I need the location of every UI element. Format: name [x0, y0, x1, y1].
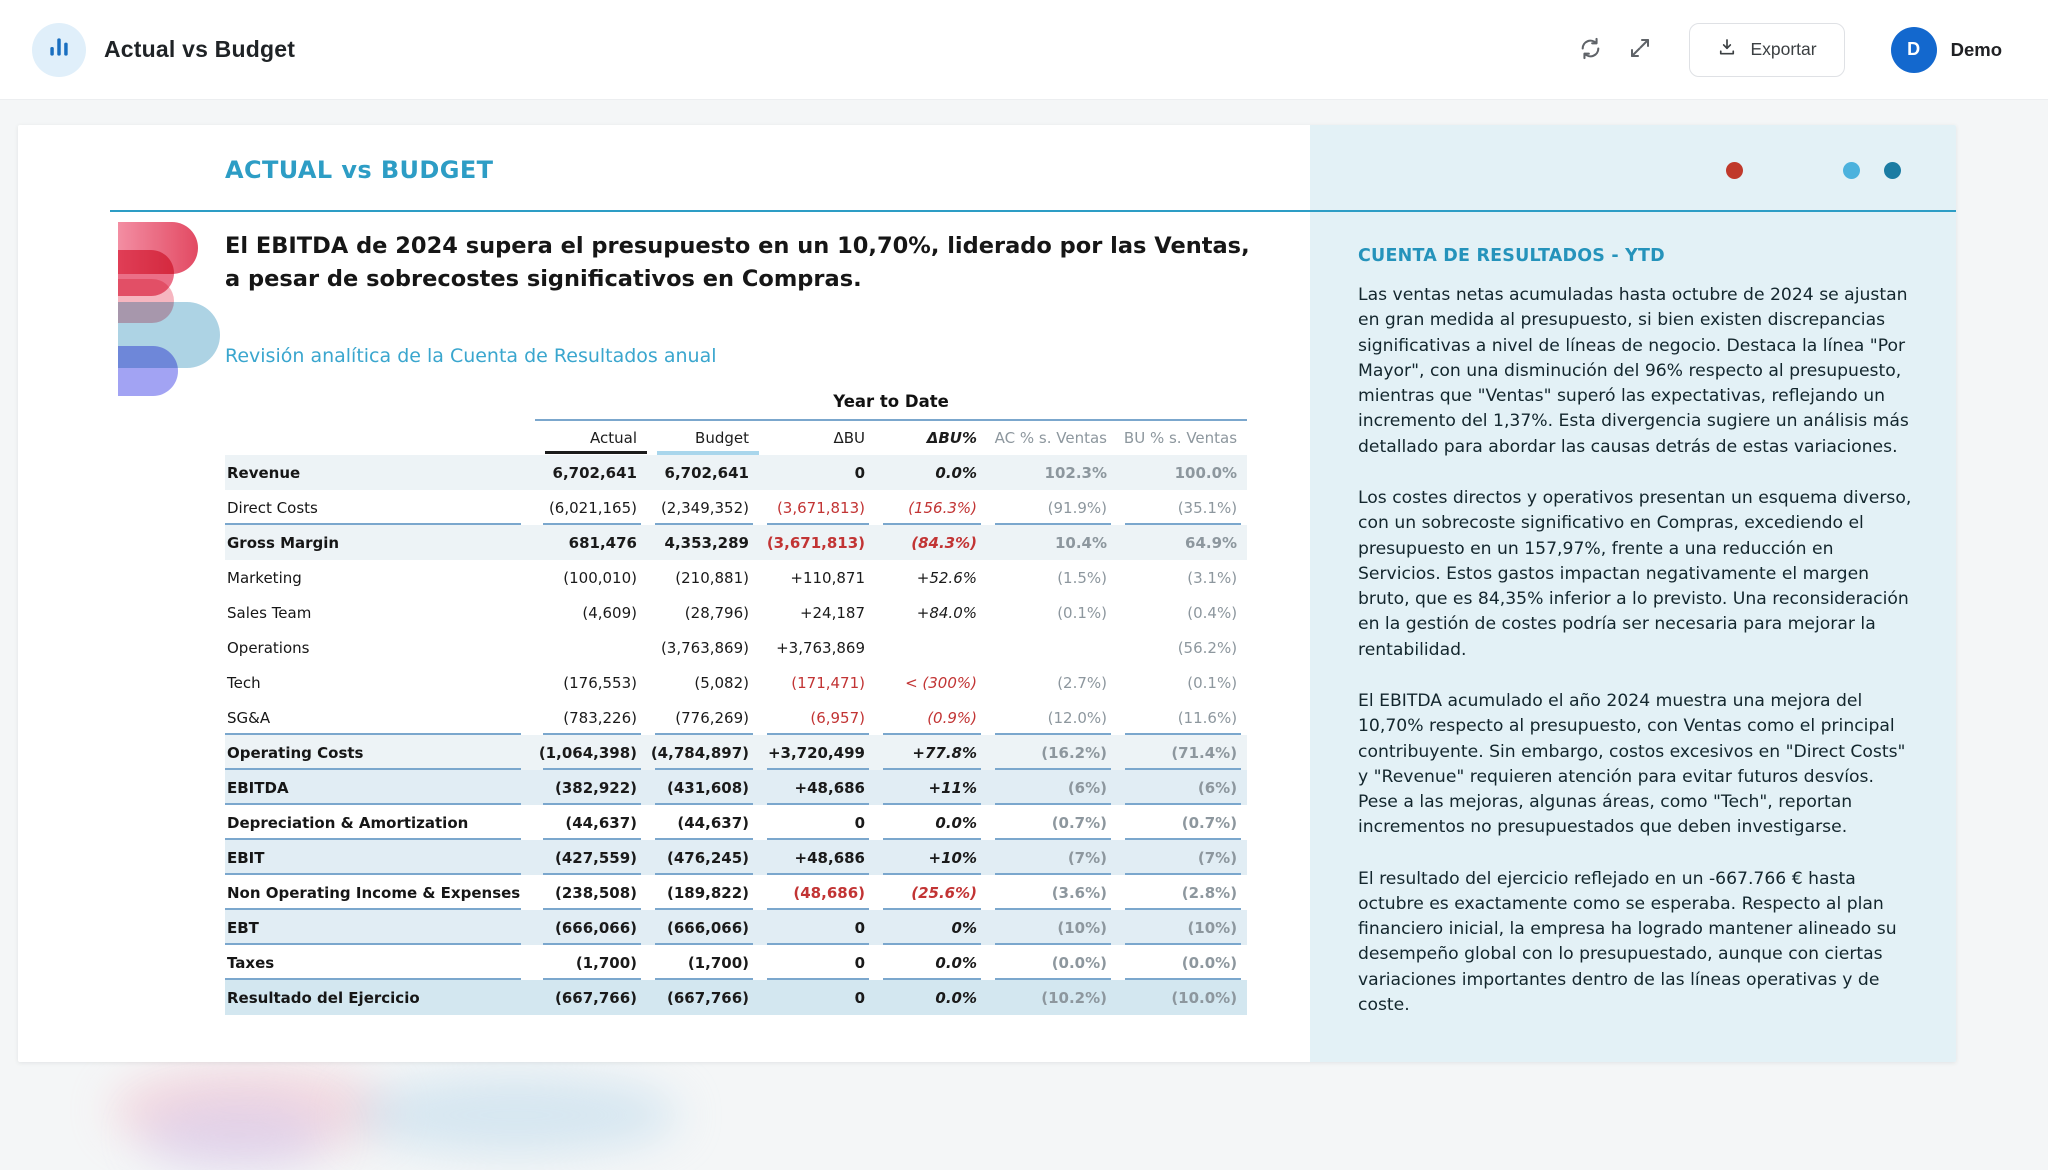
row-label: Direct Costs — [225, 490, 535, 525]
cell-ac-pct-ventas: (0.0%) — [987, 945, 1117, 980]
cell-delta-bu: (171,471) — [791, 673, 865, 692]
commentary-body — [1358, 283, 1914, 1018]
table-row — [225, 735, 1247, 770]
cell-budget: (4,784,897) — [647, 735, 759, 770]
expand-icon — [1628, 36, 1652, 63]
cell-ac-pct-ventas: (6%) — [987, 770, 1117, 805]
table-row — [225, 805, 1247, 840]
table-row — [225, 595, 1247, 630]
row-label: Operating Costs — [225, 735, 535, 770]
cell-budget: (1,700) — [647, 945, 759, 980]
cell-ac-pct-ventas: (91.9%) — [987, 490, 1117, 525]
cell-ac-pct-ventas: (2.7%) — [1057, 673, 1107, 692]
table-row — [225, 490, 1247, 525]
cell-bu-pct-ventas: (0.7%) — [1117, 805, 1247, 840]
cell-delta-bu: (3,671,813) — [759, 525, 875, 560]
report-subtitle: Revisión analítica de la Cuenta de Resultados anual — [225, 345, 717, 368]
cell-actual: 681,476 — [535, 525, 647, 560]
cell-delta-bu: 0 — [759, 910, 875, 945]
decor-blur-blue — [350, 1075, 680, 1155]
group-spacer — [225, 385, 535, 420]
cell-ac-pct-ventas: 10.4% — [987, 525, 1117, 560]
column-header: ΔBU — [833, 429, 865, 448]
cell-ac-pct-ventas: (3.6%) — [987, 875, 1117, 910]
table-row — [225, 910, 1247, 945]
light-blue-dot — [1843, 162, 1860, 179]
cell-bu-pct-ventas: (7%) — [1117, 840, 1247, 875]
cell-budget: (476,245) — [647, 840, 759, 875]
cell-delta-bu: 0 — [759, 980, 875, 1015]
cell-budget: (3,763,869) — [660, 638, 749, 657]
commentary-paragraph: El resultado del ejercicio reflejado en un -667.766 € hasta octubre es exactamente como se esperaba. Respecto al plan financiero inicial, la empresa ha logrado mantener alineado su desempeño global con lo presupuestado, aunque con ciertas variaciones importantes dentro de las líneas operativas y de coste. — [1358, 868, 1897, 1016]
pnl-table — [225, 385, 1247, 1015]
table-row — [225, 525, 1247, 560]
cell-delta-bu-pct: 0.0% — [875, 455, 987, 490]
table-row — [225, 630, 1247, 665]
row-label: Operations — [227, 638, 310, 657]
cell-budget: (666,066) — [647, 910, 759, 945]
export-button[interactable] — [1689, 23, 1844, 77]
cell-bu-pct-ventas: (10%) — [1117, 910, 1247, 945]
cell-delta-bu-pct: (156.3%) — [875, 490, 987, 525]
row-label: Revenue — [225, 455, 535, 490]
cell-delta-bu-pct: +10% — [875, 840, 987, 875]
cell-delta-bu: +24,187 — [799, 603, 865, 622]
table-row — [225, 770, 1247, 805]
column-header: BU % s. Ventas — [1123, 429, 1238, 448]
cell-actual: (1,064,398) — [535, 735, 647, 770]
page-title: Actual vs Budget — [104, 36, 296, 62]
table-column-header-row — [225, 420, 1247, 455]
cell-delta-bu: (3,671,813) — [759, 490, 875, 525]
cell-actual: (1,700) — [535, 945, 647, 980]
table-row — [225, 700, 1247, 735]
cell-budget: (44,637) — [647, 805, 759, 840]
table-group-header-row — [225, 385, 1247, 420]
cell-budget: 4,353,289 — [647, 525, 759, 560]
cell-delta-bu: +48,686 — [759, 840, 875, 875]
cell-bu-pct-ventas: (6%) — [1117, 770, 1247, 805]
cell-budget: (210,881) — [675, 568, 749, 587]
commentary-paragraph: Las ventas netas acumuladas hasta octubre de 2024 se ajustan en gran medida al presupuesto, si bien existen discrepancias significativas a nivel de líneas de negocio. Destaca la línea "Por Mayor", con una disminución del 96% respecto al presupuesto, mientras que "Ventas" superó las expectativas, reflejando un incremento del 1,37%. Esta divergencia sugiere un análisis más detallado para abordar las causas detrás de estas variaciones. — [1358, 285, 1909, 457]
cell-delta-bu: (48,686) — [759, 875, 875, 910]
table-row — [225, 945, 1247, 980]
table-row — [225, 875, 1247, 910]
cell-delta-bu: 0 — [759, 945, 875, 980]
cell-bu-pct-ventas: (71.4%) — [1117, 735, 1247, 770]
bar-chart-icon — [46, 34, 72, 65]
cell-delta-bu-pct: (84.3%) — [875, 525, 987, 560]
cell-actual: (666,066) — [535, 910, 647, 945]
report-section — [18, 125, 1310, 1062]
cell-delta-bu-pct: (0.9%) — [875, 700, 987, 735]
cell-ac-pct-ventas: (1.5%) — [1057, 568, 1107, 587]
commentary-paragraph: Los costes directos y operativos presentan un esquema diverso, con un sobrecoste significativo en Compras, excediendo el presupuesto en un 157,97%, frente a una reducción en Servicios. Estos gastos impactan negativamente el margen bruto, que es 84,35% inferior a lo previsto. Una reconsideración en la gestión de costes podría ser necesaria para mejorar la rentabilidad. — [1358, 487, 1912, 660]
cell-actual: (100,010) — [563, 568, 637, 587]
cell-actual — [535, 630, 647, 665]
column-header: ΔBU% — [926, 429, 977, 448]
cell-ac-pct-ventas: (0.1%) — [1057, 603, 1107, 622]
cell-bu-pct-ventas: (11.6%) — [1117, 700, 1247, 735]
table-row — [225, 840, 1247, 875]
report-title: ACTUAL vs BUDGET — [225, 156, 494, 184]
table-row — [225, 455, 1247, 490]
cell-actual: (176,553) — [563, 673, 637, 692]
refresh-icon — [1578, 36, 1603, 64]
row-label: EBT — [225, 910, 535, 945]
row-label: Depreciation & Amortization — [225, 805, 535, 840]
cell-delta-bu-pct: 0.0% — [875, 945, 987, 980]
cell-delta-bu-pct — [875, 630, 987, 665]
cell-delta-bu: +3,720,499 — [759, 735, 875, 770]
export-label: Exportar — [1750, 39, 1817, 59]
cell-actual: (783,226) — [535, 700, 647, 735]
row-label: Non Operating Income & Expenses — [225, 875, 535, 910]
commentary-title: CUENTA DE RESULTADOS - YTD — [1358, 246, 1665, 266]
cell-actual: (667,766) — [535, 980, 647, 1015]
cell-budget: (28,796) — [684, 603, 749, 622]
column-header-empty — [225, 420, 535, 455]
cell-delta-bu: +48,686 — [759, 770, 875, 805]
row-label: SG&A — [225, 700, 535, 735]
cell-delta-bu: 0 — [759, 805, 875, 840]
decor-blur-purple — [140, 1100, 330, 1170]
report-headline: El EBITDA de 2024 supera el presupuesto en un 10,70%, liderado por las Ventas, a pesar de sobrecostes significativos en Compras. — [225, 233, 1250, 292]
toolbar — [1569, 23, 2002, 77]
cell-budget: (776,269) — [647, 700, 759, 735]
cell-actual: (4,609) — [582, 603, 637, 622]
row-label: Sales Team — [227, 603, 312, 622]
cell-delta-bu-pct: +52.6% — [916, 568, 977, 587]
cell-ac-pct-ventas: (16.2%) — [987, 735, 1117, 770]
cell-bu-pct-ventas: (35.1%) — [1117, 490, 1247, 525]
cell-delta-bu-pct: +77.8% — [875, 735, 987, 770]
red-dot — [1726, 162, 1743, 179]
table-row — [225, 560, 1247, 595]
row-label: Gross Margin — [225, 525, 535, 560]
cell-delta-bu-pct: +84.0% — [916, 603, 977, 622]
column-header: Budget — [647, 420, 759, 455]
user-name: Demo — [1950, 38, 2002, 60]
cell-delta-bu: (6,957) — [759, 700, 875, 735]
table-row — [225, 665, 1247, 700]
cell-bu-pct-ventas: 64.9% — [1117, 525, 1247, 560]
dark-blue-dot — [1884, 162, 1901, 179]
cell-delta-bu-pct: (25.6%) — [875, 875, 987, 910]
row-label: Resultado del Ejercicio — [225, 980, 535, 1015]
cell-budget: (667,766) — [647, 980, 759, 1015]
cell-actual: (427,559) — [535, 840, 647, 875]
status-dots — [1726, 162, 1901, 179]
cell-delta-bu-pct: 0.0% — [875, 805, 987, 840]
cell-delta-bu: +110,871 — [790, 568, 865, 587]
report-card — [18, 125, 1956, 1062]
cell-actual: 6,702,641 — [535, 455, 647, 490]
app-logo — [32, 23, 86, 77]
cell-actual: (382,922) — [535, 770, 647, 805]
row-label: EBIT — [225, 840, 535, 875]
cell-actual: (44,637) — [535, 805, 647, 840]
column-header: Actual — [535, 420, 647, 455]
group-header: Year to Date — [535, 385, 1247, 420]
column-header: AC % s. Ventas — [994, 429, 1107, 448]
cell-bu-pct-ventas: (3.1%) — [1187, 568, 1238, 587]
cell-ac-pct-ventas: (0.7%) — [987, 805, 1117, 840]
cell-ac-pct-ventas — [987, 630, 1117, 665]
cell-ac-pct-ventas: 102.3% — [987, 455, 1117, 490]
cell-delta-bu-pct: +11% — [875, 770, 987, 805]
cell-budget: (189,822) — [647, 875, 759, 910]
cell-delta-bu: 0 — [759, 455, 875, 490]
fullscreen-button[interactable] — [1619, 29, 1661, 71]
row-label: EBITDA — [225, 770, 535, 805]
cell-budget: 6,702,641 — [647, 455, 759, 490]
commentary-paragraph: El EBITDA acumulado el año 2024 muestra una mejora del 10,70% respecto al presupuesto, con Ventas como el principal contribuyente. Sin embargo, costos excesivos en "Direct Costs" y "Revenue" requieren atención para evitar futuros desvíos. Pese a las mejoras, algunas áreas, como "Tech", reportan incrementos no presupuestados que deben investigarse. — [1358, 690, 1906, 838]
cell-bu-pct-ventas: (56.2%) — [1177, 638, 1238, 657]
download-icon — [1717, 37, 1737, 62]
cell-bu-pct-ventas: 100.0% — [1117, 455, 1247, 490]
cell-delta-bu-pct: < (300%) — [905, 673, 977, 692]
cell-ac-pct-ventas: (7%) — [987, 840, 1117, 875]
accent-divider — [110, 210, 1956, 212]
cell-actual: (238,508) — [535, 875, 647, 910]
cell-budget: (431,608) — [647, 770, 759, 805]
cell-budget: (5,082) — [694, 673, 749, 692]
table-row — [225, 980, 1247, 1015]
cell-ac-pct-ventas: (10%) — [987, 910, 1117, 945]
cell-ac-pct-ventas: (10.2%) — [987, 980, 1117, 1015]
avatar-initial: D — [1907, 39, 1921, 59]
cell-bu-pct-ventas: (10.0%) — [1117, 980, 1247, 1015]
cell-budget: (2,349,352) — [647, 490, 759, 525]
cell-bu-pct-ventas: (2.8%) — [1117, 875, 1247, 910]
cell-actual: (6,021,165) — [535, 490, 647, 525]
cell-delta-bu: +3,763,869 — [776, 638, 865, 657]
cell-ac-pct-ventas: (12.0%) — [987, 700, 1117, 735]
cell-bu-pct-ventas: (0.1%) — [1187, 673, 1238, 692]
commentary-panel — [1310, 125, 1956, 1062]
content-area — [0, 100, 2048, 1152]
cell-delta-bu-pct: 0.0% — [875, 980, 987, 1015]
refresh-button[interactable] — [1569, 29, 1611, 71]
row-label: Marketing — [227, 568, 302, 587]
top-bar — [0, 0, 2048, 100]
row-label: Taxes — [225, 945, 535, 980]
cell-bu-pct-ventas: (0.0%) — [1117, 945, 1247, 980]
cell-bu-pct-ventas: (0.4%) — [1187, 603, 1238, 622]
cell-delta-bu-pct: 0% — [875, 910, 987, 945]
row-label: Tech — [227, 673, 261, 692]
avatar[interactable] — [1891, 27, 1937, 73]
